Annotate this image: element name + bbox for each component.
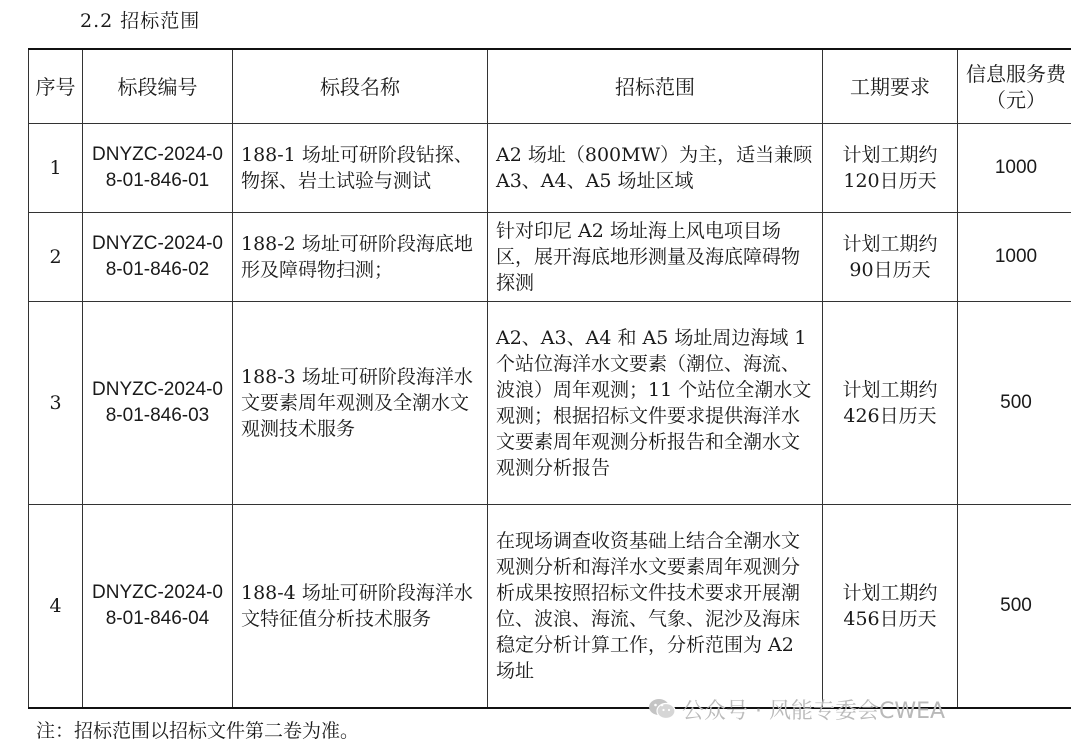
header-name: 标段名称 xyxy=(233,49,488,124)
row-scope: A2 场址（800MW）为主，适当兼顾 A3、A4、A5 场址区域 xyxy=(488,124,823,213)
row-name: 188-1 场址可研阶段钻探、物探、岩土试验与测试 xyxy=(233,124,488,213)
row-index: 2 xyxy=(29,213,83,302)
table-row xyxy=(29,302,1071,505)
row-period: 计划工期约426日历天 xyxy=(823,302,958,505)
row-scope: 在现场调查收资基础上结合全潮水文观测分析和海洋水文要素周年观测分析成果按照招标文件技术要求开展潮位、波浪、海流、气象、泥沙及海床稳定分析计算工作，分析范围为 A2 场址 xyxy=(488,505,823,709)
row-index: 4 xyxy=(29,505,83,709)
header-index: 序号 xyxy=(29,49,83,124)
header-scope: 招标范围 xyxy=(488,49,823,124)
header-fee: 信息服务费（元） xyxy=(958,49,1071,124)
wechat-icon xyxy=(648,698,676,720)
row-period: 计划工期约90日历天 xyxy=(823,213,958,302)
row-fee: 500 xyxy=(958,302,1071,505)
row-fee: 1000 xyxy=(958,124,1071,213)
row-code: DNYZC-2024-08-01-846-04 xyxy=(83,505,233,709)
watermark xyxy=(648,694,945,724)
table-row xyxy=(29,505,1071,709)
row-name: 188-2 场址可研阶段海底地形及障碍物扫测； xyxy=(233,213,488,302)
row-name: 188-4 场址可研阶段海洋水文特征值分析技术服务 xyxy=(233,505,488,709)
bid-scope-table xyxy=(28,48,1071,709)
row-period: 计划工期约456日历天 xyxy=(823,505,958,709)
row-code: DNYZC-2024-08-01-846-03 xyxy=(83,302,233,505)
row-scope: 针对印尼 A2 场址海上风电项目场区，展开海底地形测量及海底障碍物探测 xyxy=(488,213,823,302)
row-name: 188-3 场址可研阶段海洋水文要素周年观测及全潮水文观测技术服务 xyxy=(233,302,488,505)
row-period: 计划工期约120日历天 xyxy=(823,124,958,213)
watermark-text: 公众号 · 风能专委会CWEA xyxy=(682,698,946,724)
table-header-row xyxy=(29,49,1071,124)
table-row xyxy=(29,124,1071,213)
header-period: 工期要求 xyxy=(823,49,958,124)
row-fee: 1000 xyxy=(958,213,1071,302)
row-index: 1 xyxy=(29,124,83,213)
row-code: DNYZC-2024-08-01-846-01 xyxy=(83,124,233,213)
row-index: 3 xyxy=(29,302,83,505)
row-fee: 500 xyxy=(958,505,1071,709)
row-scope: A2、A3、A4 和 A5 场址周边海域 1 个站位海洋水文要素（潮位、海流、波浪）周年观测；11 个站位全潮水文观测；根据招标文件要求提供海洋水文要素周年观测分析报告和全潮水文观测分析报告 xyxy=(488,302,823,505)
table-row xyxy=(29,213,1071,302)
section-heading: 2.2 招标范围 xyxy=(80,10,201,32)
footnote: 注：招标范围以招标文件第二卷为准。 xyxy=(36,720,360,742)
row-code: DNYZC-2024-08-01-846-02 xyxy=(83,213,233,302)
header-code: 标段编号 xyxy=(83,49,233,124)
